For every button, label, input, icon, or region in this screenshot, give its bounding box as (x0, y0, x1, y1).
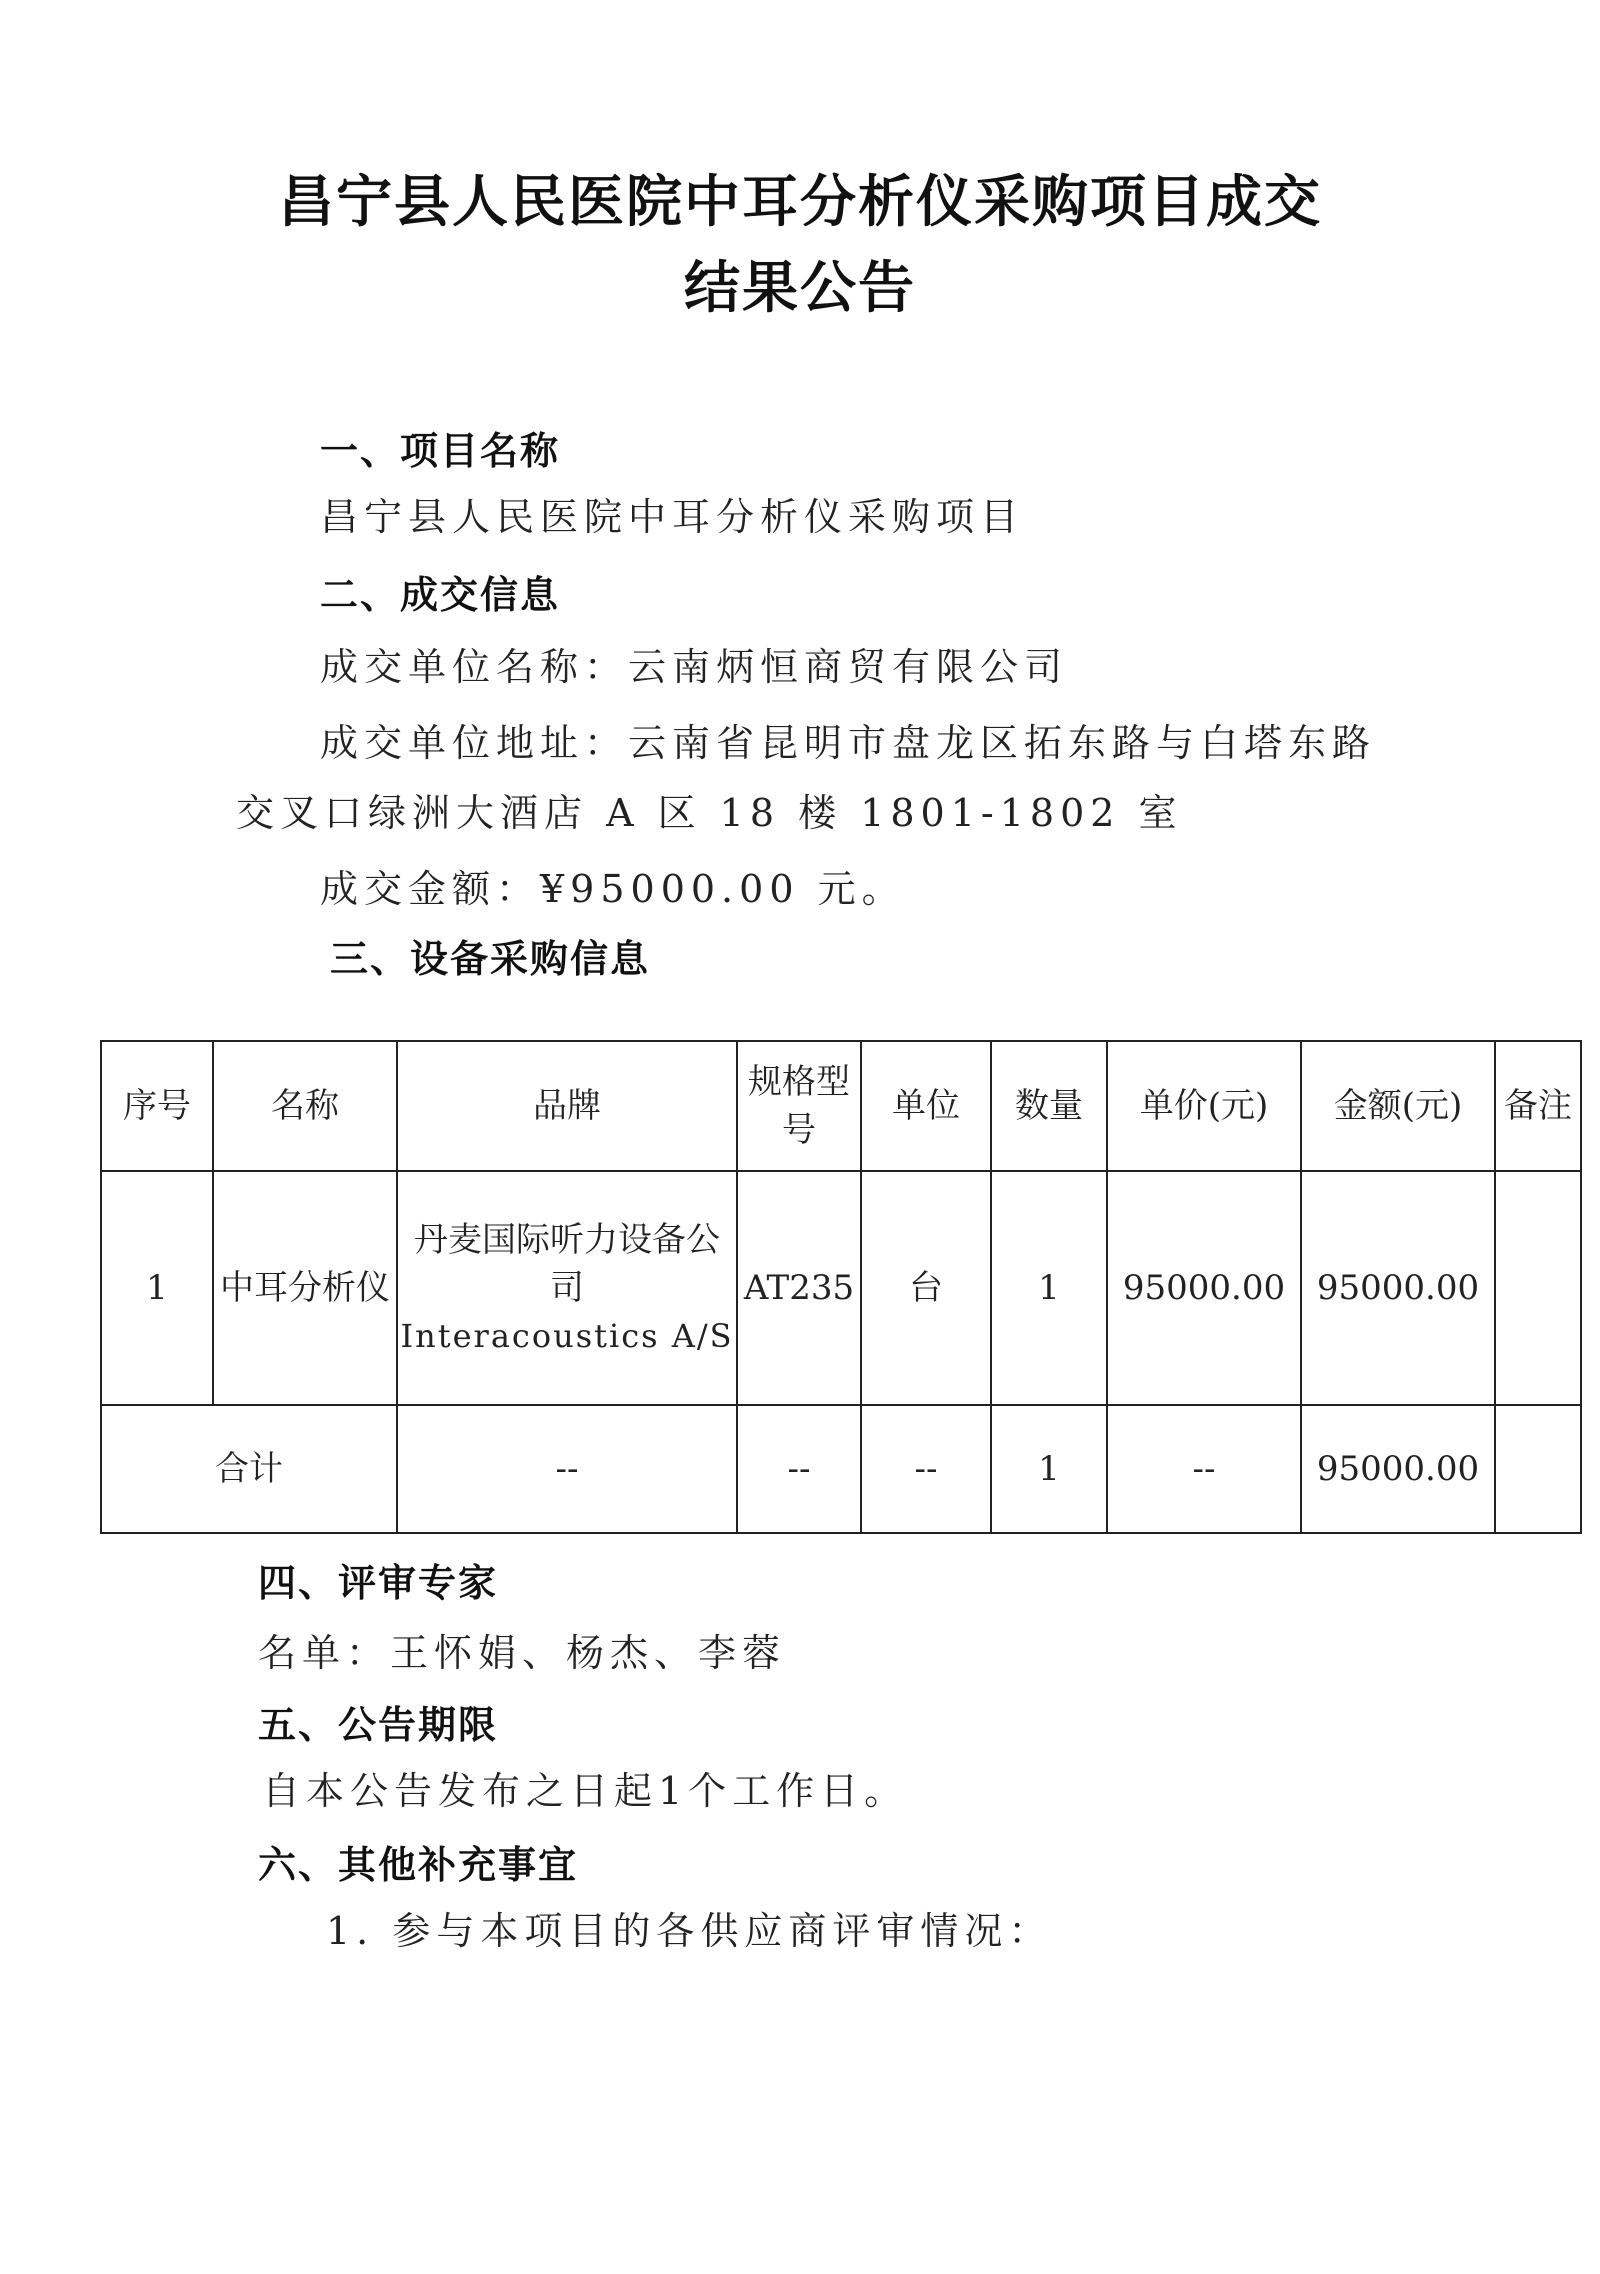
deal-company: 成交单位名称：云南炳恒商贸有限公司 (320, 645, 1069, 689)
section-heading-deal: 二、成交信息 (320, 573, 561, 617)
section-heading-equipment: 三、设备采购信息 (330, 937, 651, 981)
header-brand: 品牌 (397, 1041, 737, 1171)
cell-price: 95000.00 (1107, 1171, 1301, 1405)
project-name: 昌宁县人民医院中耳分析仪采购项目 (320, 495, 1025, 539)
period-text: 自本公告发布之日起1个工作日。 (262, 1769, 909, 1813)
header-spec: 规格型号 (737, 1041, 861, 1171)
total-brand: -- (397, 1405, 737, 1533)
table-header-row (101, 1041, 1581, 1171)
cell-note (1495, 1171, 1581, 1405)
section-heading-project: 一、项目名称 (320, 429, 561, 473)
header-name: 名称 (213, 1041, 397, 1171)
cell-brand (397, 1171, 737, 1405)
header-unit: 单位 (861, 1041, 991, 1171)
other-item-1: 1. 参与本项目的各供应商评审情况： (326, 1909, 1053, 1953)
deal-amount: 成交金额：¥95000.00 元。 (320, 867, 906, 911)
experts-list: 名单：王怀娟、杨杰、李蓉 (258, 1631, 787, 1675)
brand-chinese: 丹麦国际听力设备公司 (414, 1220, 720, 1308)
cell-unit: 台 (861, 1171, 991, 1405)
table-row (101, 1171, 1581, 1405)
cell-seq: 1 (101, 1171, 213, 1405)
table-total-row (101, 1405, 1581, 1533)
deal-address-line-1: 成交单位地址：云南省昆明市盘龙区拓东路与白塔东路 (320, 721, 1377, 765)
total-label: 合计 (101, 1405, 397, 1533)
header-seq: 序号 (101, 1041, 213, 1171)
deal-address-line-2: 交叉口绿洲大酒店 A 区 18 楼 1801-1802 室 (236, 791, 1183, 835)
cell-name: 中耳分析仪 (213, 1171, 397, 1405)
cell-spec: AT235 (737, 1171, 861, 1405)
section-heading-experts: 四、评审专家 (258, 1561, 499, 1605)
total-note (1495, 1405, 1581, 1533)
equipment-table (100, 1040, 1582, 1534)
page-title-line-1: 昌宁县人民医院中耳分析仪采购项目成交 (278, 170, 1322, 235)
header-qty: 数量 (991, 1041, 1107, 1171)
cell-qty: 1 (991, 1171, 1107, 1405)
section-heading-other: 六、其他补充事宜 (258, 1843, 579, 1887)
total-qty: 1 (991, 1405, 1107, 1533)
page-title-line-2: 结果公告 (684, 256, 916, 321)
total-spec: -- (737, 1405, 861, 1533)
header-note: 备注 (1495, 1041, 1581, 1171)
header-price: 单价(元) (1107, 1041, 1301, 1171)
total-amount: 95000.00 (1301, 1405, 1495, 1533)
section-heading-period: 五、公告期限 (258, 1703, 499, 1747)
total-price: -- (1107, 1405, 1301, 1533)
brand-english: Interacoustics A/S (400, 1317, 734, 1355)
header-amount: 金额(元) (1301, 1041, 1495, 1171)
total-unit: -- (861, 1405, 991, 1533)
cell-amount: 95000.00 (1301, 1171, 1495, 1405)
